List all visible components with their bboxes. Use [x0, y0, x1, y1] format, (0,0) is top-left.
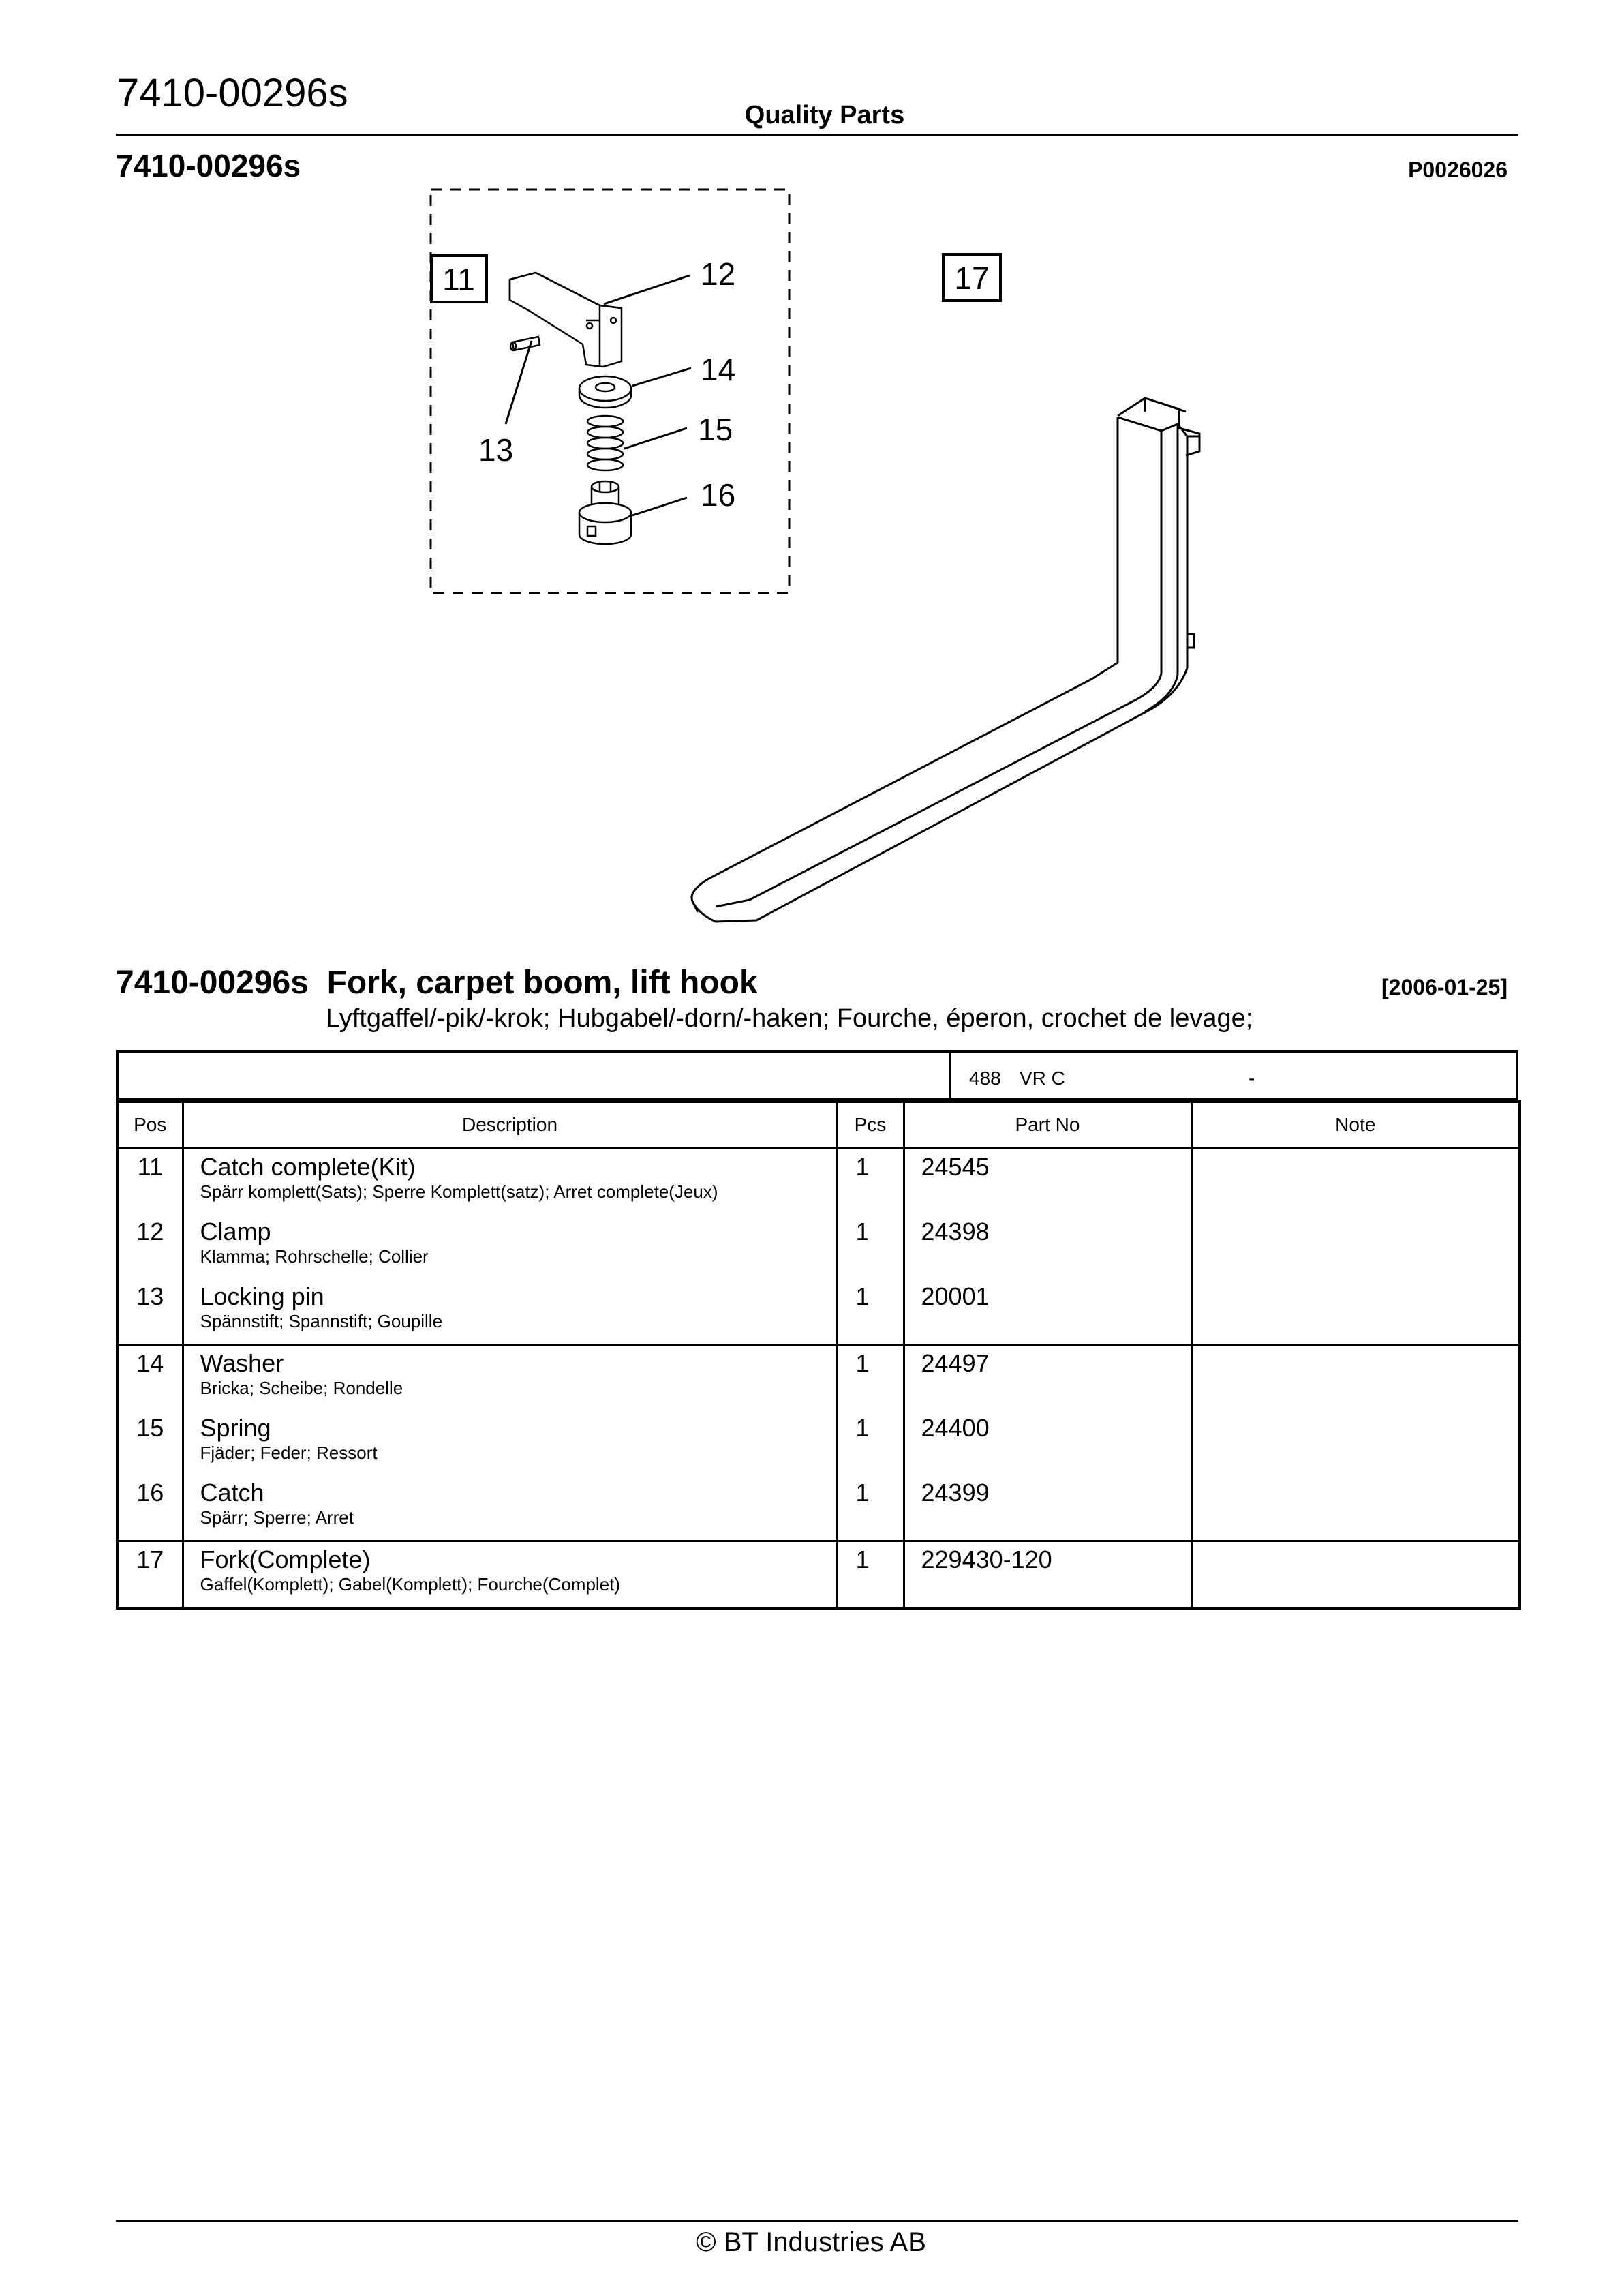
row-pos: 12 — [136, 1218, 164, 1245]
footer-divider — [116, 2220, 1518, 2222]
clamp-drawing — [510, 273, 622, 367]
row-note — [1191, 1475, 1520, 1541]
row-pos: 16 — [136, 1479, 164, 1507]
row-pcs: 1 — [837, 1148, 904, 1214]
row-description-translation: Fjäder; Feder; Ressort — [200, 1442, 378, 1463]
column-header-pcs: Pcs — [837, 1102, 904, 1148]
part-date: [2006-01-25] — [1381, 975, 1508, 999]
catch-drawing — [579, 481, 631, 544]
row-part-no: 24399 — [904, 1475, 1191, 1541]
model-range: - — [1249, 1068, 1255, 1089]
callout-17 — [943, 254, 1000, 301]
washer-drawing — [579, 376, 631, 408]
row-description-translation: Bricka; Scheibe; Rondelle — [200, 1377, 403, 1398]
callout-13-label: 13 — [478, 432, 514, 468]
table-row — [117, 1541, 1520, 1609]
row-pos: 17 — [117, 1541, 183, 1609]
section-code: 7410-00296s — [116, 148, 301, 183]
row-description-translation: Spärr komplett(Sats); Sperre Komplett(satz); Arret complete(Jeux) — [200, 1181, 718, 1202]
row-note — [1191, 1279, 1520, 1345]
row-description — [183, 1475, 837, 1541]
part-translations: Lyftgaffel/-pik/-krok; Hubgabel/-dorn/-haken; Fourche, éperon, crochet de levage; — [326, 1004, 1253, 1033]
row-pos: 11 — [137, 1153, 163, 1181]
row-description — [183, 1148, 837, 1214]
part-title: 7410-00296s Fork, carpet boom, lift hook — [116, 965, 758, 1001]
row-pos: 14 — [117, 1345, 183, 1411]
spring-drawing — [587, 416, 623, 470]
table-row — [117, 1148, 1520, 1214]
table-row — [117, 1345, 1520, 1411]
locking-pin-drawing — [510, 337, 540, 350]
column-header-description: Description — [183, 1102, 837, 1148]
row-note — [1191, 1148, 1520, 1214]
callout-17-label: 17 — [954, 260, 990, 296]
row-note — [1191, 1410, 1520, 1475]
column-header-pos: Pos — [117, 1102, 183, 1148]
document-number: 7410-00296s — [117, 71, 348, 115]
model-series: VR C — [1020, 1068, 1065, 1089]
row-part-no: 24400 — [904, 1410, 1191, 1475]
table-row — [117, 1279, 1520, 1345]
row-description-main: Catch — [200, 1479, 264, 1507]
model-number: 488 — [969, 1068, 1001, 1089]
row-pcs: 1 — [837, 1279, 904, 1345]
row-description — [183, 1410, 837, 1475]
table-row — [117, 1475, 1520, 1541]
row-description-translation: Gaffel(Komplett); Gabel(Komplett); Fourche(Complet) — [200, 1573, 621, 1595]
parts-table — [116, 1100, 1521, 1610]
exploded-parts-illustration — [0, 0, 1622, 954]
row-description — [183, 1214, 837, 1279]
callout-12-label: 12 — [701, 256, 736, 292]
row-pos: 15 — [136, 1414, 164, 1442]
column-header-part-no: Part No — [904, 1102, 1191, 1148]
callout-11 — [431, 256, 487, 302]
row-note — [1191, 1345, 1520, 1411]
row-note — [1191, 1541, 1520, 1609]
table-header-row — [117, 1102, 1520, 1148]
row-description-main: Spring — [200, 1414, 271, 1442]
row-description-main: Clamp — [200, 1218, 271, 1245]
row-description — [183, 1345, 837, 1411]
row-description-translation: Spärr; Sperre; Arret — [200, 1507, 354, 1528]
drawing-code: P0026026 — [1408, 157, 1508, 182]
callout-15-label: 15 — [698, 412, 733, 447]
row-part-no: 229430-120 — [904, 1541, 1191, 1609]
row-pos: 13 — [136, 1282, 164, 1310]
callout-16-label: 16 — [701, 477, 736, 513]
row-part-no: 24398 — [904, 1214, 1191, 1279]
row-pcs: 1 — [837, 1345, 904, 1411]
column-header-note: Note — [1191, 1102, 1520, 1148]
copyright: © BT Industries AB — [696, 2227, 926, 2257]
row-pcs: 1 — [837, 1214, 904, 1279]
model-divider — [949, 1053, 951, 1098]
row-part-no: 24497 — [904, 1345, 1191, 1411]
row-note — [1191, 1214, 1520, 1279]
row-description — [183, 1279, 837, 1345]
row-pcs: 1 — [837, 1541, 904, 1609]
row-description-main: Catch complete(Kit) — [200, 1153, 416, 1181]
row-description-translation: Spännstift; Spannstift; Goupille — [200, 1310, 443, 1331]
row-description-main: Fork(Complete) — [200, 1545, 371, 1573]
model-info-box — [116, 1050, 1518, 1100]
table-row — [117, 1410, 1520, 1475]
callout-14-label: 14 — [701, 352, 736, 387]
row-pcs: 1 — [837, 1410, 904, 1475]
row-pcs: 1 — [837, 1475, 904, 1541]
table-row — [117, 1214, 1520, 1279]
row-description-main: Washer — [200, 1349, 284, 1377]
fork-drawing — [692, 398, 1199, 922]
callout-11-label: 11 — [442, 262, 475, 297]
row-part-no: 20001 — [904, 1279, 1191, 1345]
row-description — [183, 1541, 837, 1609]
row-part-no: 24545 — [904, 1148, 1191, 1214]
header-title: Quality Parts — [744, 101, 905, 130]
row-description-main: Locking pin — [200, 1282, 324, 1310]
row-description-translation: Klamma; Rohrschelle; Collier — [200, 1245, 429, 1267]
